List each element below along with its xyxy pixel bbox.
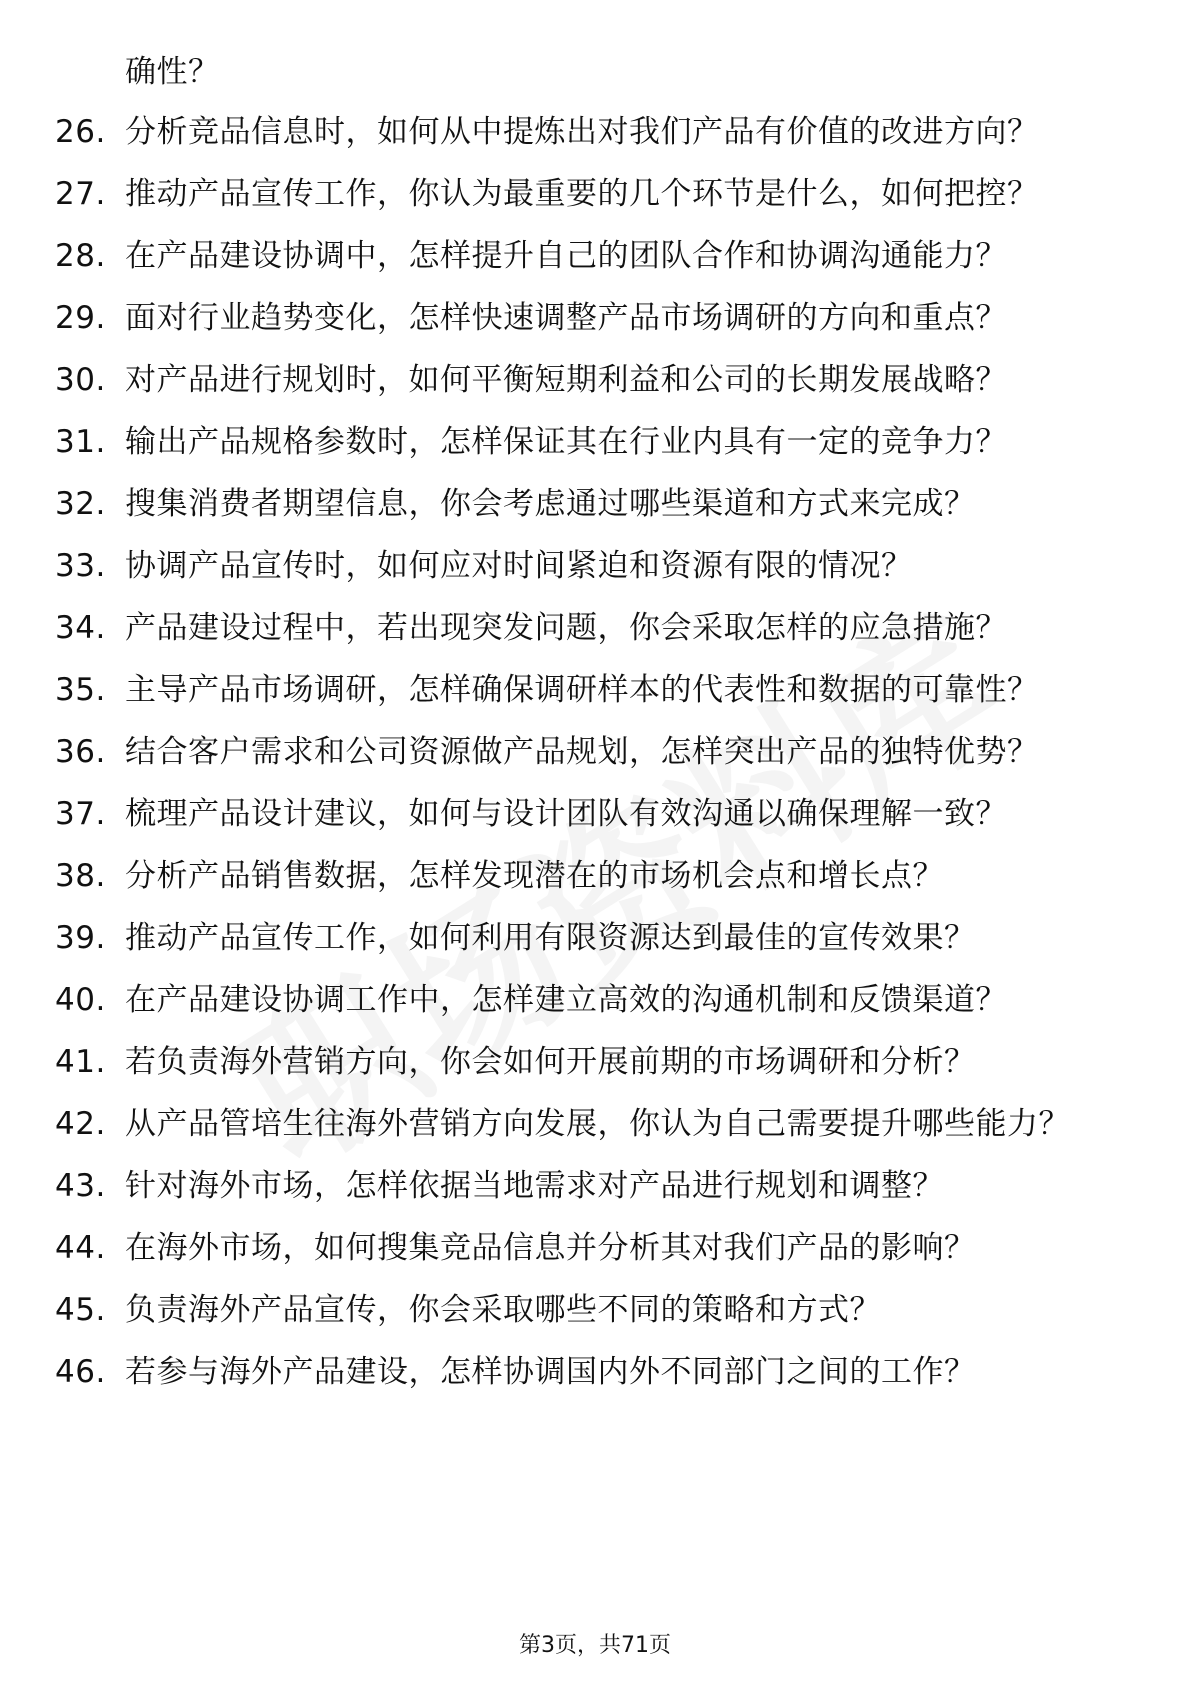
question-text: 分析产品销售数据，怎样发现潜在的市场机会点和增长点？: [125, 858, 944, 894]
question-item: [0, 1228, 1190, 1268]
question-item: [0, 670, 1190, 710]
question-text: 分析竞品信息时，如何从中提炼出对我们产品有价值的改进方向？: [125, 114, 1039, 150]
question-text: 针对海外市场，怎样依据当地需求对产品进行规划和调整？: [125, 1168, 944, 1204]
question-item: [0, 484, 1190, 524]
question-item: [0, 112, 1190, 152]
question-list: [0, 112, 1190, 1414]
question-number: 41.: [55, 1044, 106, 1080]
question-item: [0, 174, 1190, 214]
question-text: 输出产品规格参数时，怎样保证其在行业内具有一定的竞争力？: [125, 424, 1007, 460]
question-number: 46.: [55, 1354, 106, 1390]
question-number: 44.: [55, 1230, 106, 1266]
question-item: [0, 1352, 1190, 1392]
question-number: 33.: [55, 548, 106, 584]
question-text: 面对行业趋势变化，怎样快速调整产品市场调研的方向和重点？: [125, 300, 1007, 336]
question-number: 39.: [55, 920, 106, 956]
question-item: [0, 918, 1190, 958]
question-number: 36.: [55, 734, 106, 770]
question-text: 若负责海外营销方向，你会如何开展前期的市场调研和分析？: [125, 1044, 976, 1080]
question-number: 42.: [55, 1106, 106, 1142]
question-number: 27.: [55, 176, 106, 212]
question-text: 梳理产品设计建议，如何与设计团队有效沟通以确保理解一致？: [125, 796, 1007, 832]
question-text: 在海外市场，如何搜集竞品信息并分析其对我们产品的影响？: [125, 1230, 976, 1266]
question-text: 推动产品宣传工作，你认为最重要的几个环节是什么，如何把控？: [125, 176, 1039, 212]
question-text: 结合客户需求和公司资源做产品规划，怎样突出产品的独特优势？: [125, 734, 1039, 770]
question-item: [0, 794, 1190, 834]
question-number: 40.: [55, 982, 106, 1018]
continuation-text: 确性？: [125, 54, 220, 90]
question-item: [0, 608, 1190, 648]
question-text: 推动产品宣传工作，如何利用有限资源达到最佳的宣传效果？: [125, 920, 976, 956]
question-text: 负责海外产品宣传，你会采取哪些不同的策略和方式？: [125, 1292, 881, 1328]
question-number: 26.: [55, 114, 106, 150]
question-item: [0, 980, 1190, 1020]
question-text: 协调产品宣传时，如何应对时间紧迫和资源有限的情况？: [125, 548, 913, 584]
question-text: 对产品进行规划时，如何平衡短期利益和公司的长期发展战略？: [125, 362, 1007, 398]
question-item: [0, 422, 1190, 462]
question-text: 若参与海外产品建设，怎样协调国内外不同部门之间的工作？: [125, 1354, 976, 1390]
question-item: [0, 360, 1190, 400]
question-item: [0, 236, 1190, 276]
question-number: 34.: [55, 610, 106, 646]
question-item: [0, 732, 1190, 772]
question-text: 主导产品市场调研，怎样确保调研样本的代表性和数据的可靠性？: [125, 672, 1039, 708]
question-text: 产品建设过程中，若出现突发问题，你会采取怎样的应急措施？: [125, 610, 1007, 646]
question-item: [0, 546, 1190, 586]
question-item: [0, 298, 1190, 338]
question-number: 35.: [55, 672, 106, 708]
question-number: 37.: [55, 796, 106, 832]
question-text: 在产品建设协调中，怎样提升自己的团队合作和协调沟通能力？: [125, 238, 1007, 274]
question-number: 29.: [55, 300, 106, 336]
page-footer: 第3页，共71页: [519, 1633, 671, 1658]
question-item: [0, 1166, 1190, 1206]
question-number: 43.: [55, 1168, 106, 1204]
question-number: 31.: [55, 424, 106, 460]
question-number: 32.: [55, 486, 106, 522]
question-number: 38.: [55, 858, 106, 894]
question-text: 搜集消费者期望信息，你会考虑通过哪些渠道和方式来完成？: [125, 486, 976, 522]
question-number: 30.: [55, 362, 106, 398]
question-item: [0, 1104, 1190, 1144]
question-number: 28.: [55, 238, 106, 274]
question-item: [0, 856, 1190, 896]
question-number: 45.: [55, 1292, 106, 1328]
question-text: 从产品管培生往海外营销方向发展，你认为自己需要提升哪些能力？: [125, 1106, 1070, 1142]
question-item: [0, 1290, 1190, 1330]
question-text: 在产品建设协调工作中，怎样建立高效的沟通机制和反馈渠道？: [125, 982, 1007, 1018]
question-item: [0, 1042, 1190, 1082]
